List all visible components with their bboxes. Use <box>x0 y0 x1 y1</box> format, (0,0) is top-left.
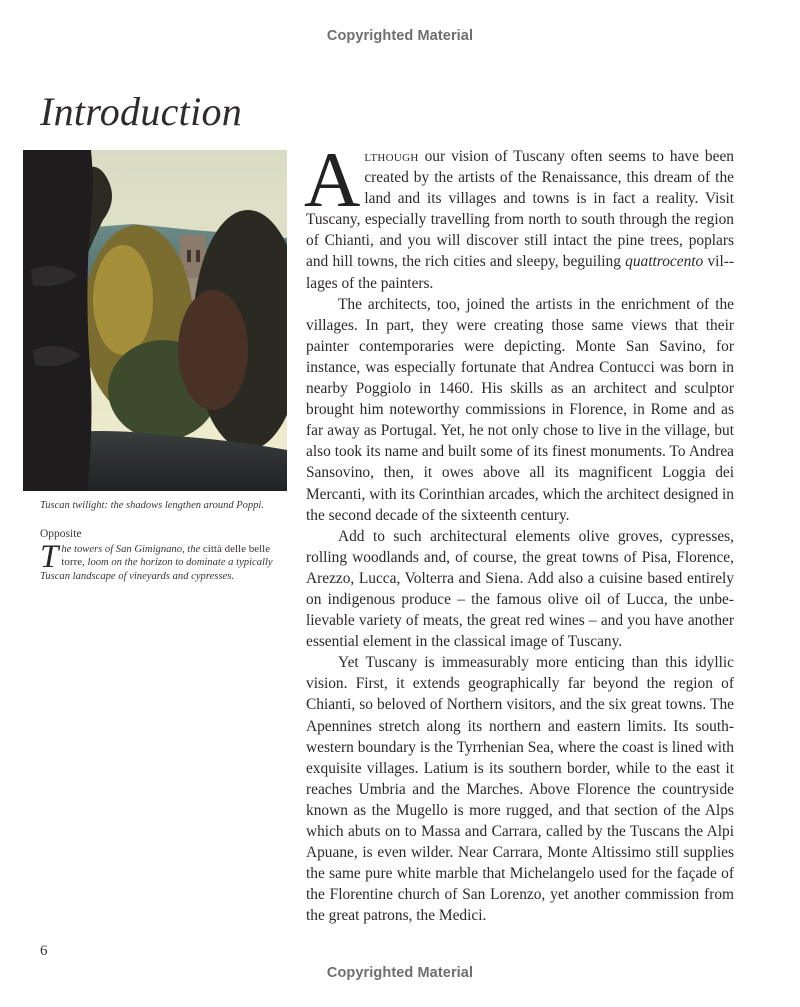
opposite-caption <box>40 528 290 583</box>
paragraph-1-text-1: our vision of Tuscany often seems to have been created by the artists of the Renaissance, this dream of the land and its villages and towns is in fact a reality. Visit Tuscany, especially travelling from north to south through the region of Chianti, and you will discover still intact the pine trees, poplars and hill towns, the rich cities and sleepy, beguiling <box>306 148 734 271</box>
body-text <box>304 136 734 926</box>
poppi-photo-illustration <box>23 150 287 491</box>
paragraph-1 <box>304 136 734 294</box>
poppi-photo <box>23 150 287 491</box>
photo-caption: Tuscan twilight: the shadows lengthen around Poppi. <box>40 500 264 511</box>
paragraph-4: Yet Tuscany is immeasurably more enticing than this idyllic vision. First, it extends geographically far beyond the region of Chianti, so beloved of Northern visitors, and the six great towns. The Apennines stretch along its northern and eastern limits. Its southwestern boundary is the Tyrrhenian Sea, where the coast is lined with exquisite villages. Latium is its southern border, while to the east it reaches Umbria and the Marches. Above Florence the countryside known as the Mugello is more rugged, and that section of the Alps which abuts on to Massa and Carrara, called by the Tuscans the Alpi Apuane, is even wilder. Near Carrara, Monte Altissimo still supplies the same pure white marble that Michelangelo used for the façade of the Florentine church of San Lorenzo, yet another commission from the great patrons, the Medici. <box>306 654 734 925</box>
paragraph-1-italic: quattrocento <box>625 253 704 271</box>
page-number: 6 <box>40 943 48 959</box>
paragraph-2: The architects, too, joined the artists in the enrichment of the villages. In part, they were creating those same views that their painter contemporaries were depicting. Monte San Savino, for instance, was especially fortunate that Andrea Contucci was born in nearby Poggiolo in 1460. His skills as an architect and sculptor brought him noteworthy commissions in Florence, in Rome and as far away as Portugal. Yet, he not only chose to live in the village, but also took its name and built some of its finest monuments. To Andrea Sansovino, then, it owes above all its magnificent Loggia dei Mercanti, with its Corinthian arcades, which the architect designed in the second decade of the sixteenth century. <box>306 295 734 524</box>
stone-wall <box>23 150 93 491</box>
opposite-text-roman: città delle belle torre, <box>61 542 271 568</box>
dropcap-a: A <box>304 136 361 223</box>
opposite-text-1: he towers of San Gimignano, the <box>61 543 203 555</box>
copyright-watermark-top: Copyrighted Material <box>326 28 474 44</box>
smallcaps-opening: lthough <box>364 148 419 165</box>
tower-window-2 <box>196 250 200 262</box>
paragraph-1-text-2: vil-lages of the painters. <box>306 253 734 292</box>
opposite-text-2: loom on the horizon to dominate a typically Tuscan landscape of vineyards and cypresses. <box>40 557 273 582</box>
tower-window-1 <box>187 250 191 262</box>
page-title: Introduction <box>40 89 243 134</box>
copyright-watermark-bottom: Copyrighted Material <box>326 965 474 981</box>
opposite-dropcap: T <box>40 538 59 575</box>
yellow-foliage <box>93 245 153 355</box>
opposite-label: Opposite <box>40 528 82 540</box>
paragraph-3: Add to such architectural elements olive groves, cypresses, rolling woodlands and, of course, the great towns of Pisa, Florence, Arezzo, Lucca, Volterra and Siena. Add also a cuisine based entirely on indigenous produce – the famous olive oil of Lucca, the unbelievable variety of meats, the great red wines – and you have another essential element in the classical image of Tuscany. <box>306 527 734 651</box>
reddish-tree <box>178 290 248 410</box>
